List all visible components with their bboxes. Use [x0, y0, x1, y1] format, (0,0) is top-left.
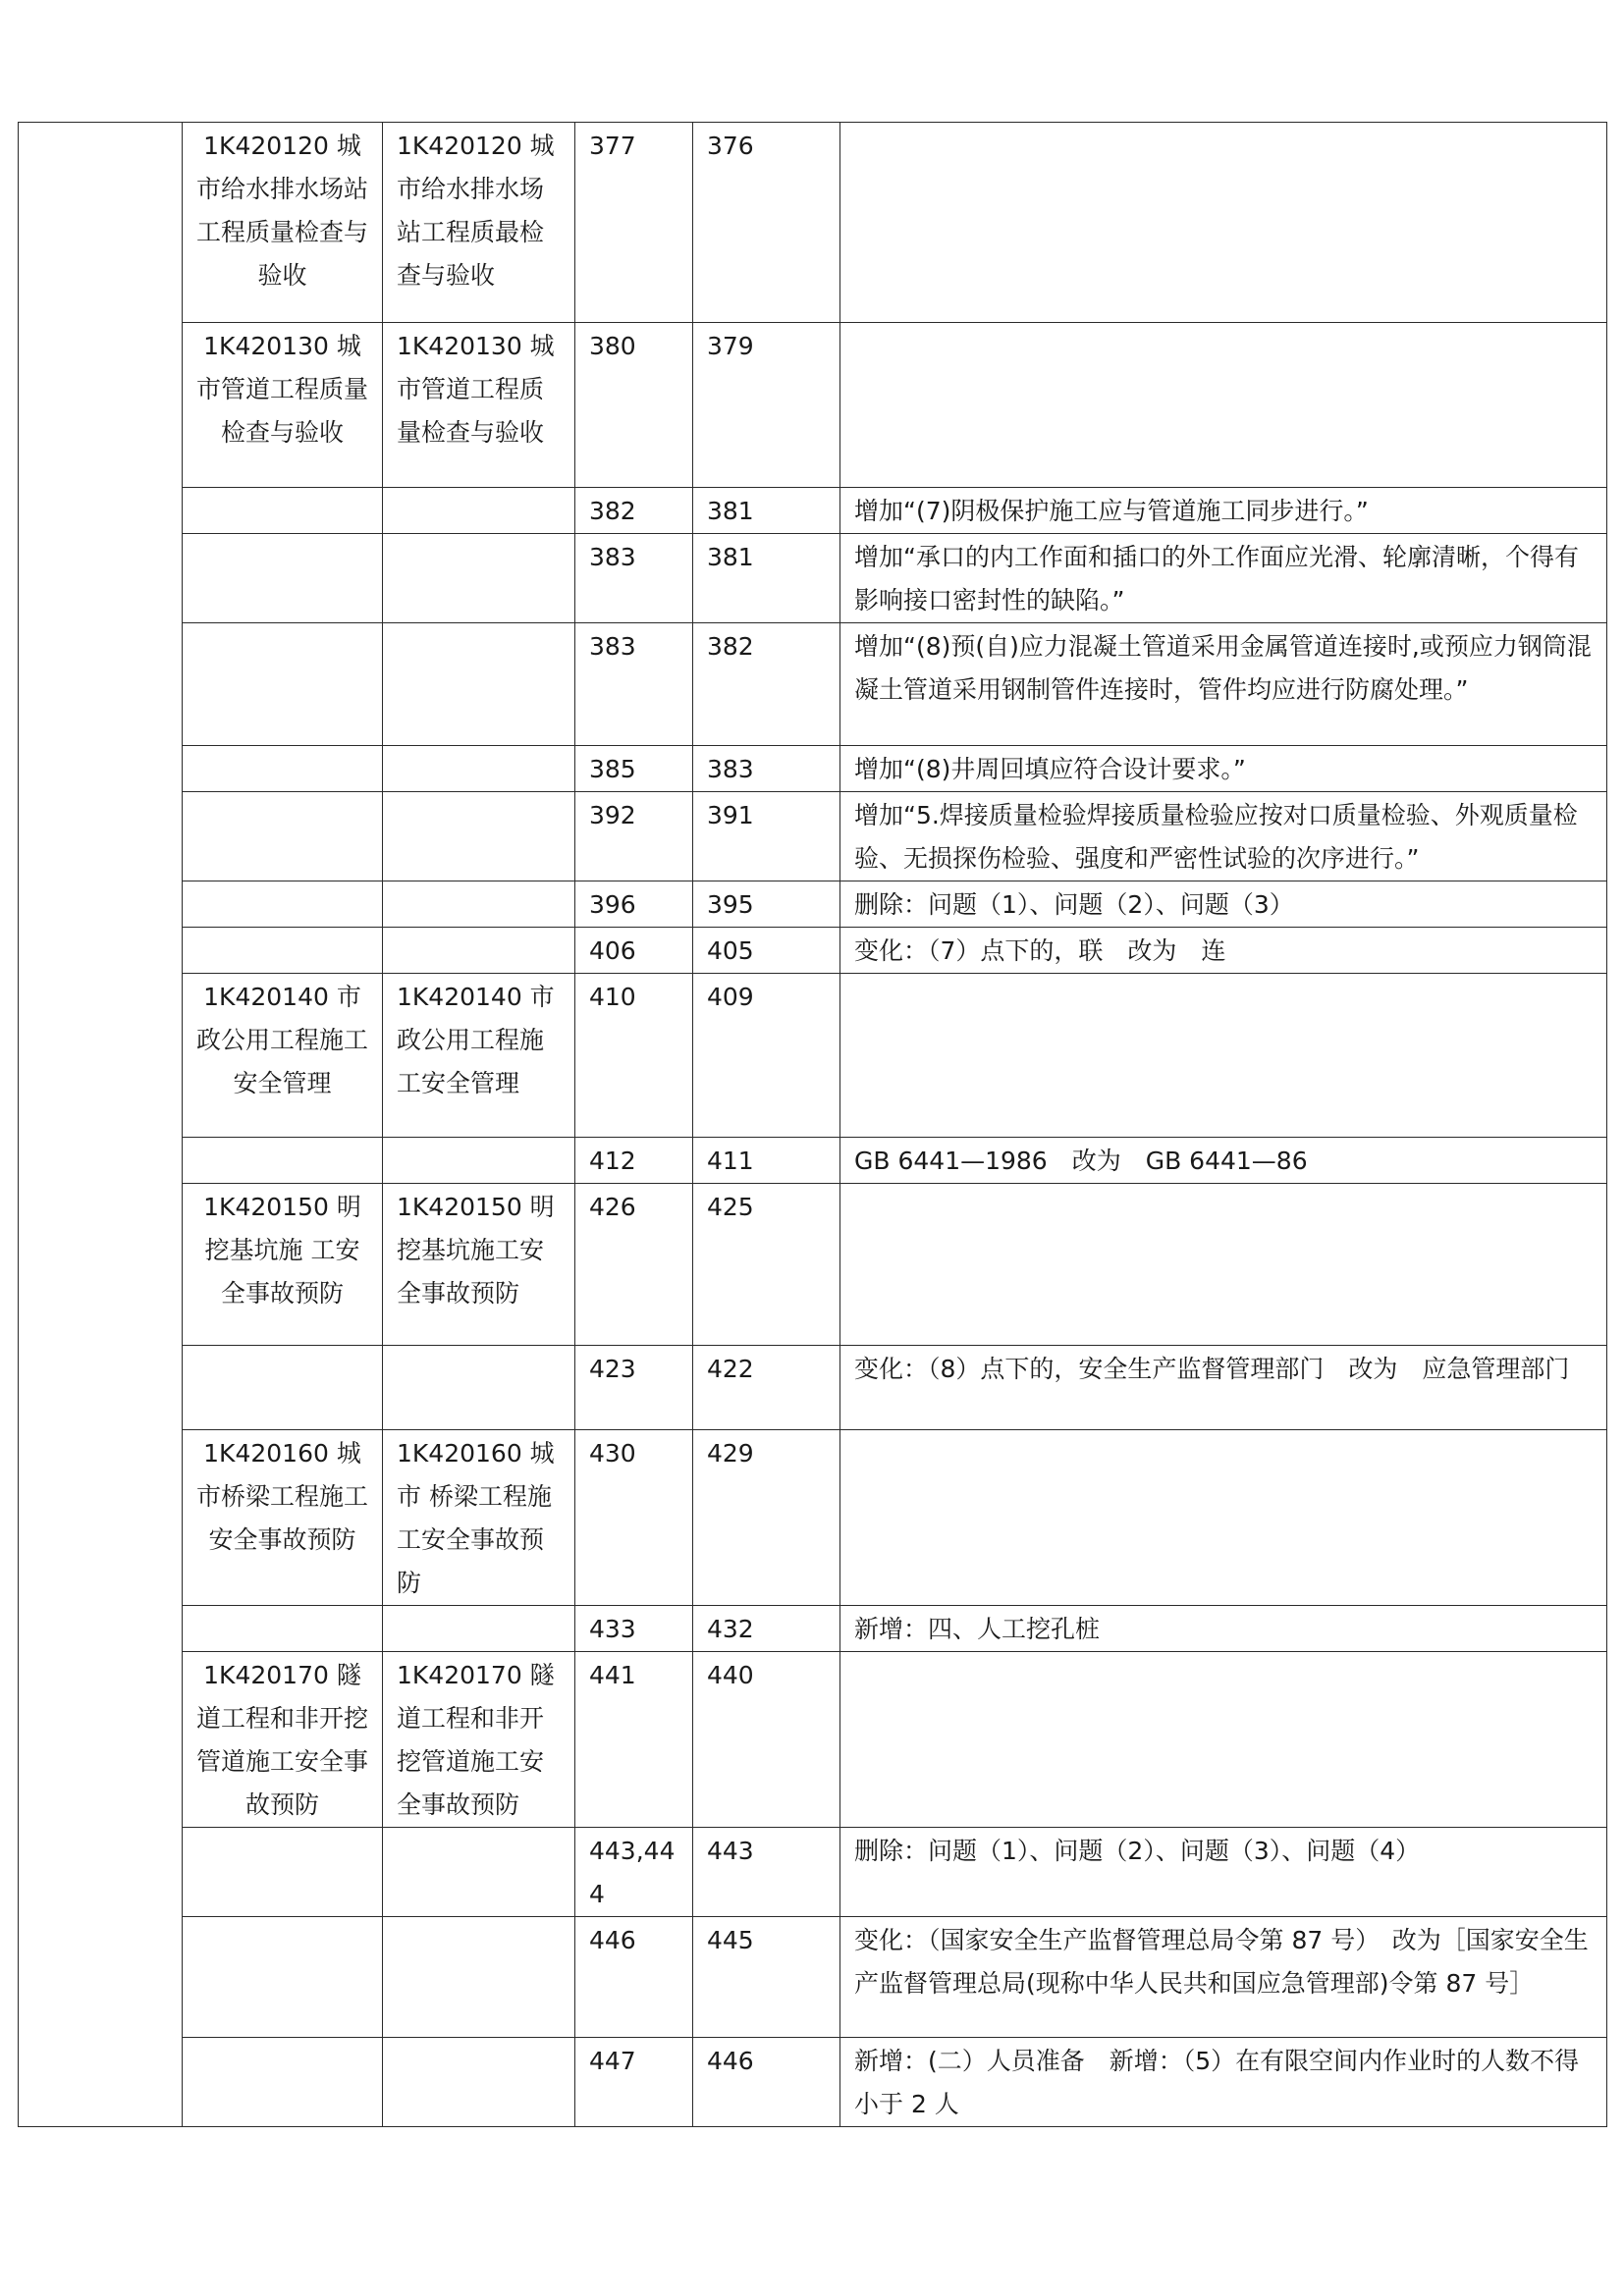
change-description-cell: [840, 1652, 1607, 1828]
new-edition-title-cell: [183, 1346, 383, 1430]
new-page-number-cell: 447: [575, 2038, 693, 2127]
table-row: [19, 1828, 1607, 1917]
new-page-number-cell: 377: [575, 123, 693, 323]
old-page-number-cell: 425: [693, 1184, 840, 1346]
old-page-number-cell: 432: [693, 1606, 840, 1652]
old-edition-title-cell: 1K420130 城市管道工程质量检查与验收: [383, 323, 575, 488]
table-row: [19, 1606, 1607, 1652]
old-edition-title-cell: [383, 746, 575, 792]
change-description-cell: 变化：（国家安全生产监督管理总局令第 87 号） 改为［国家安全生产监督管理总局(现称中华人民共和国应急管理部)令第 87 号］: [840, 1917, 1607, 2038]
new-page-number-cell: 392: [575, 792, 693, 881]
old-edition-title-cell: [383, 534, 575, 623]
old-edition-title-cell: [383, 792, 575, 881]
table-row: [19, 2038, 1607, 2127]
old-page-number-cell: 376: [693, 123, 840, 323]
old-edition-title-cell: [383, 2038, 575, 2127]
table-row: [19, 323, 1607, 488]
new-edition-title-cell: [183, 534, 383, 623]
old-edition-title-cell: 1K420160 城市 桥梁工程施工安全事故预防: [383, 1430, 575, 1606]
old-page-number-cell: 443: [693, 1828, 840, 1917]
old-edition-title-cell: [383, 623, 575, 746]
old-edition-title-cell: [383, 1828, 575, 1917]
new-edition-title-cell: [183, 792, 383, 881]
new-page-number-cell: 446: [575, 1917, 693, 2038]
new-page-number-cell: 396: [575, 881, 693, 928]
old-edition-title-cell: 1K420140 市政公用工程施工安全管理: [383, 974, 575, 1138]
change-description-cell: 增加“(8)井周回填应符合设计要求。”: [840, 746, 1607, 792]
table-row: [19, 123, 1607, 323]
new-edition-title-cell: [183, 488, 383, 534]
old-edition-title-cell: [383, 1346, 575, 1430]
new-page-number-cell: 433: [575, 1606, 693, 1652]
revision-table-body: [19, 123, 1607, 2127]
new-page-number-cell: 423: [575, 1346, 693, 1430]
old-page-number-cell: 383: [693, 746, 840, 792]
table-row: [19, 488, 1607, 534]
table-row: [19, 792, 1607, 881]
section-cell: [19, 123, 183, 2127]
table-row: [19, 1138, 1607, 1184]
new-page-number-cell: 383: [575, 623, 693, 746]
old-edition-title-cell: [383, 1138, 575, 1184]
change-description-cell: [840, 123, 1607, 323]
old-page-number-cell: 381: [693, 488, 840, 534]
table-row: [19, 746, 1607, 792]
new-page-number-cell: 412: [575, 1138, 693, 1184]
old-edition-title-cell: [383, 1606, 575, 1652]
new-edition-title-cell: 1K420160 城市桥梁工程施工安全事故预防: [183, 1430, 383, 1606]
change-description-cell: 增加“5.焊接质量检验焊接质量检验应按对口质量检验、外观质量检验、无损探伤检验、强度和严密性试验的次序进行。”: [840, 792, 1607, 881]
old-page-number-cell: 405: [693, 928, 840, 974]
table-row: [19, 881, 1607, 928]
old-page-number-cell: 382: [693, 623, 840, 746]
old-edition-title-cell: 1K420170 隧道工程和非开挖管道施工安全事故预防: [383, 1652, 575, 1828]
table-row: [19, 928, 1607, 974]
old-edition-title-cell: 1K420120 城市给水排水场站工程质最检查与验收: [383, 123, 575, 323]
old-edition-title-cell: [383, 488, 575, 534]
table-row: [19, 1652, 1607, 1828]
revision-table: [18, 122, 1607, 2127]
change-description-cell: [840, 323, 1607, 488]
new-page-number-cell: 406: [575, 928, 693, 974]
old-page-number-cell: 422: [693, 1346, 840, 1430]
old-edition-title-cell: [383, 928, 575, 974]
new-edition-title-cell: [183, 1138, 383, 1184]
table-row: [19, 974, 1607, 1138]
new-page-number-cell: 430: [575, 1430, 693, 1606]
new-edition-title-cell: 1K420170 隧道工程和非开挖管道施工安全事故预防: [183, 1652, 383, 1828]
change-description-cell: [840, 1184, 1607, 1346]
old-edition-title-cell: [383, 881, 575, 928]
new-edition-title-cell: 1K420120 城市给水排水场站工程质量检查与验收: [183, 123, 383, 323]
change-description-cell: [840, 974, 1607, 1138]
change-description-cell: 新增：(二）人员准备 新增：（5）在有限空间内作业时的人数不得小于 2 人: [840, 2038, 1607, 2127]
old-edition-title-cell: [383, 1917, 575, 2038]
new-edition-title-cell: [183, 1828, 383, 1917]
table-row: [19, 623, 1607, 746]
change-description-cell: 新增：四、人工挖孔桩: [840, 1606, 1607, 1652]
old-page-number-cell: 446: [693, 2038, 840, 2127]
new-edition-title-cell: [183, 1917, 383, 2038]
table-row: [19, 1346, 1607, 1430]
old-edition-title-cell: 1K420150 明挖基坑施工安全事故预防: [383, 1184, 575, 1346]
old-page-number-cell: 381: [693, 534, 840, 623]
change-description-cell: GB 6441—1986 改为 GB 6441—86: [840, 1138, 1607, 1184]
old-page-number-cell: 409: [693, 974, 840, 1138]
table-row: [19, 534, 1607, 623]
old-page-number-cell: 445: [693, 1917, 840, 2038]
new-page-number-cell: 426: [575, 1184, 693, 1346]
table-row: [19, 1184, 1607, 1346]
new-page-number-cell: 385: [575, 746, 693, 792]
change-description-cell: 变化：（7）点下的，联 改为 连: [840, 928, 1607, 974]
old-page-number-cell: 440: [693, 1652, 840, 1828]
new-edition-title-cell: [183, 1606, 383, 1652]
change-description-cell: 删除：问题（1）、问题（2）、问题（3）: [840, 881, 1607, 928]
change-description-cell: 增加“(8)预(自)应力混凝土管道采用金属管道连接时,或预应力钢筒混凝土管道采用钢制管件连接时，管件均应进行防腐处理。”: [840, 623, 1607, 746]
new-page-number-cell: 441: [575, 1652, 693, 1828]
change-description-cell: 增加“承口的内工作面和插口的外工作面应光滑、轮廓清晰，个得有影响接口密封性的缺陷。”: [840, 534, 1607, 623]
old-page-number-cell: 411: [693, 1138, 840, 1184]
new-edition-title-cell: 1K420140 市政公用工程施工安全管理: [183, 974, 383, 1138]
new-page-number-cell: 380: [575, 323, 693, 488]
table-row: [19, 1917, 1607, 2038]
new-page-number-cell: 410: [575, 974, 693, 1138]
old-page-number-cell: 391: [693, 792, 840, 881]
old-page-number-cell: 395: [693, 881, 840, 928]
new-page-number-cell: 383: [575, 534, 693, 623]
new-page-number-cell: 443,444: [575, 1828, 693, 1917]
change-description-cell: 增加“(7)阴极保护施工应与管道施工同步进行。”: [840, 488, 1607, 534]
old-page-number-cell: 429: [693, 1430, 840, 1606]
change-description-cell: 删除：问题（1）、问题（2）、问题（3）、问题（4）: [840, 1828, 1607, 1917]
change-description-cell: 变化：（8）点下的，安全生产监督管理部门 改为 应急管理部门: [840, 1346, 1607, 1430]
table-row: [19, 1430, 1607, 1606]
new-edition-title-cell: 1K420130 城市管道工程质量检查与验收: [183, 323, 383, 488]
new-edition-title-cell: [183, 2038, 383, 2127]
new-edition-title-cell: [183, 881, 383, 928]
change-description-cell: [840, 1430, 1607, 1606]
new-edition-title-cell: [183, 746, 383, 792]
new-page-number-cell: 382: [575, 488, 693, 534]
new-edition-title-cell: [183, 623, 383, 746]
new-edition-title-cell: 1K420150 明挖基坑施 工安全事故预防: [183, 1184, 383, 1346]
new-edition-title-cell: [183, 928, 383, 974]
old-page-number-cell: 379: [693, 323, 840, 488]
